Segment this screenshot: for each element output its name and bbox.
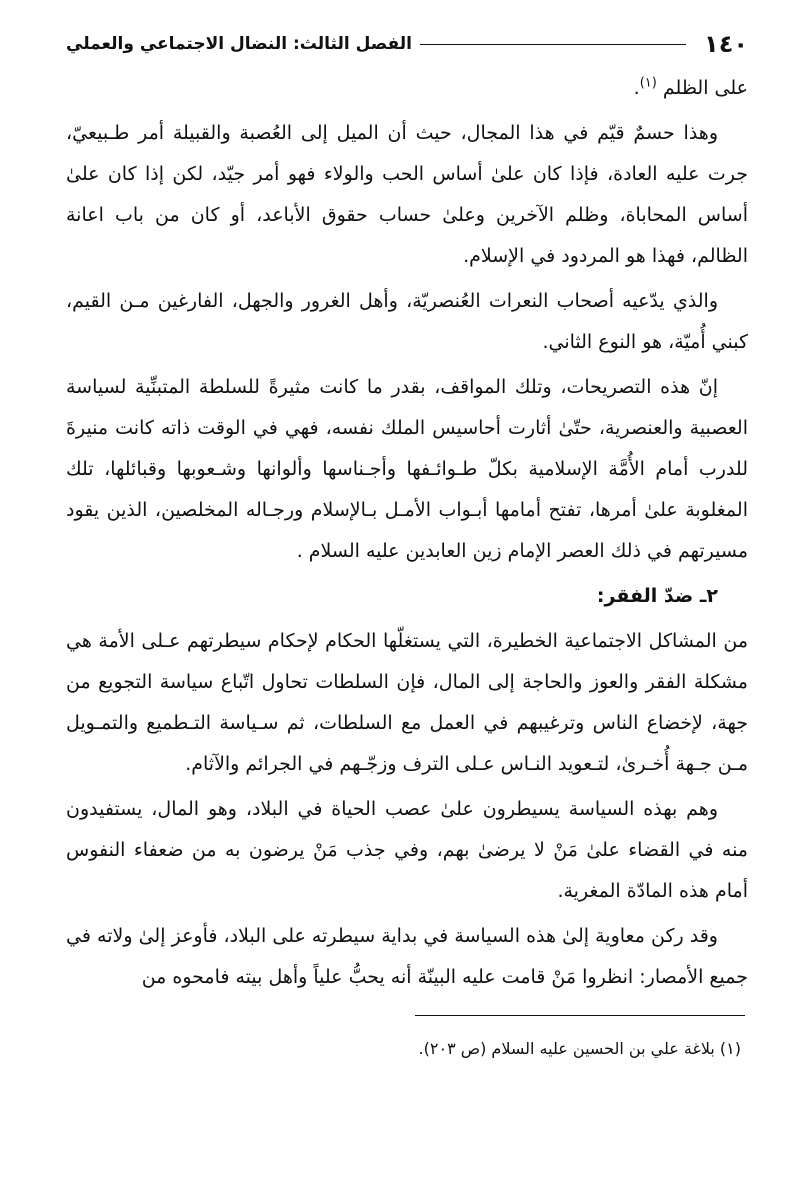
section-heading: ٢ـ ضدّ الفقر: <box>596 585 718 607</box>
book-page <box>66 26 748 1002</box>
running-head <box>66 26 748 62</box>
footnote: (١) بلاغة علي بن الحسين عليه السلام (ص ٢٠٣). <box>418 1039 741 1058</box>
paragraph: وهذا حسمٌ قيّم في هذا المجال، حيث أن الميل إلى العُصبة والقبيلة أمر طـبيعيّ، جرت عليه العادة، فإذا كان علىٰ أساس الحب والولاء فهو أمر جيّد، لكن إذا كان علىٰ أساس المحاباة، وظلم الآخرين وعلىٰ حساب حقوق الأباعد، أو كان من باب اعانة الظالم، فهذا هو المردود في الإسلام. <box>66 122 748 267</box>
paragraph: من المشاكل الاجتماعية الخطيرة، التي يستغلّها الحكام لإحكام سيطرتهم عـلى الأمة هي مشكلة الفقر والعوز والحاجة إلى المال، فإن السلطات تحاول اتّباع سياسة التجويع من جهة، لإخضاع الناس وترغيبهم في العمل مع السلطات، ثم سـياسة التـطميع والتمـويل مـن جـهة أُخـرىٰ، لتـعويد النـاس عـلى الترف وزجّـهم في الجرائم والآثام. <box>66 630 748 775</box>
paragraph: وقد ركن معاوية إلىٰ هذه السياسة في بداية سيطرته على البلاد، فأوعز إلىٰ ولاته في جميع الأمصار: انظروا مَنْ قامت عليه البينّة أنه يحبُّ علياً وأهل بيته فامحوه من <box>66 925 748 988</box>
page-number: ١٤٠ <box>704 30 748 58</box>
header-rule <box>420 44 686 45</box>
paragraph: إنّ هذه التصريحات، وتلك المواقف، بقدر ما كانت مثيرةً للسلطة المتبنِّية لسياسة العصبية والعنصرية، حتّىٰ أثارت أحاسيس الملك نفسه، فهي في الوقت ذاته كانت منيرةَ للدرب أمام الأُمَّة الإسلامية بكلّ طـوائـفها وأجـناسها وألوانها وشـعوبها وقبائلها، تلك المغلوبة علىٰ أمرها، تفتح أمامها أبـواب الأمـل بـالإسلام ورجـاله المخلصين، الذين يقود مسيرتهم في ذلك العصر الإمام زين العابدين عليه السلام . <box>66 376 748 562</box>
paragraph: وهم بهذه السياسة يسيطرون علىٰ عصب الحياة في البلاد، وهو المال، يستفيدون منه في القضاء علىٰ مَنْ لا يرضىٰ بهم، وفي جذب مَنْ يرضون به من ضعفاء النفوس أمام هذه المادّة المغرية. <box>66 798 748 902</box>
paragraph-continuation: على الظلم $^{(١)}$. <box>633 75 748 99</box>
paragraph-text: على الظلم <box>662 77 748 99</box>
chapter-title: الفصل الثالث: النضال الاجتماعي والعملي <box>66 34 412 54</box>
footnote-rule <box>415 1015 745 1016</box>
paragraph: والذي يدّعيه أصحاب النعرات العُنصريّة، وأهل الغرور والجهل، الفارغين مـن القيم، كبني أُميّة، هو النوع الثاني. <box>66 290 748 353</box>
footnote-marker: (١) <box>639 75 657 91</box>
body-text <box>66 68 748 998</box>
